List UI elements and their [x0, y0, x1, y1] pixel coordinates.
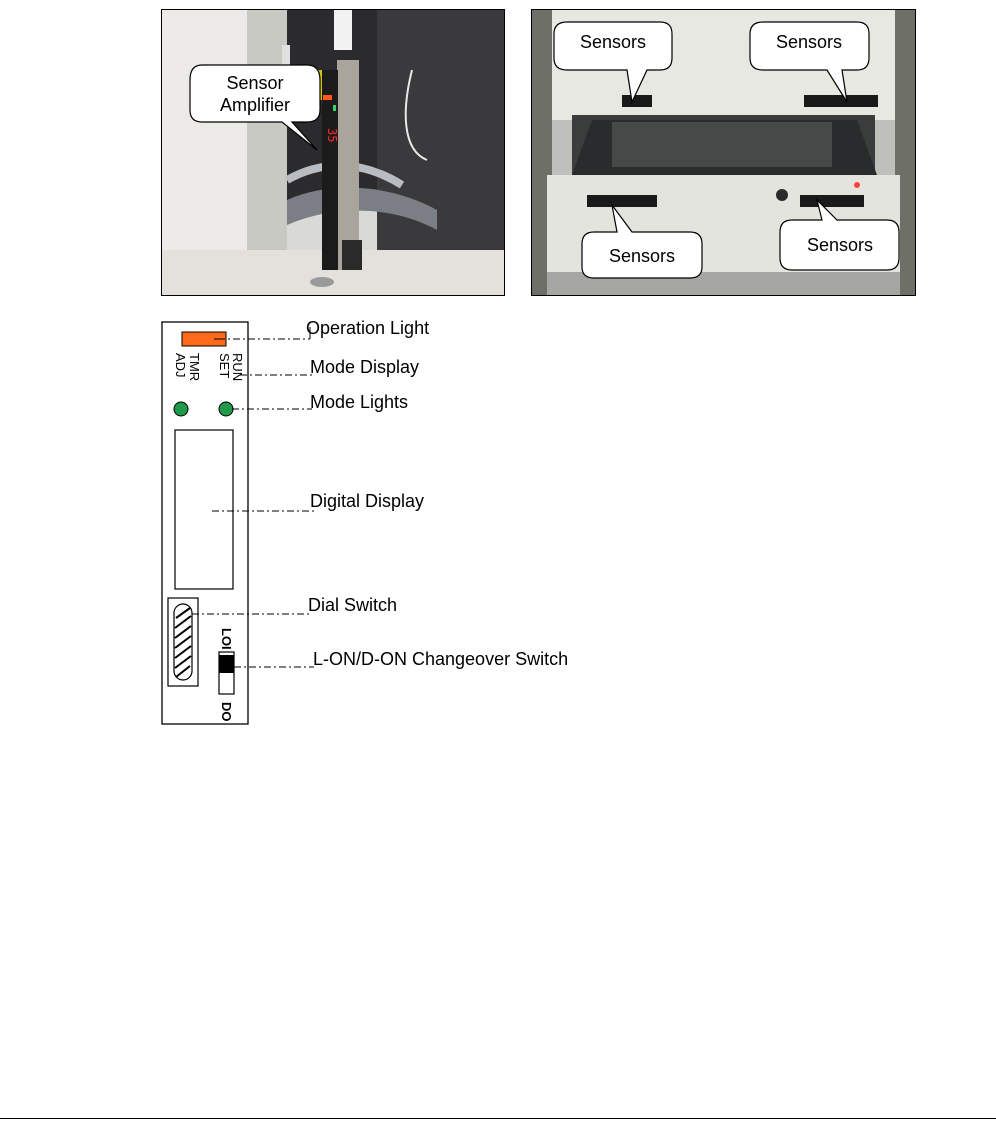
changeover-switch [219, 652, 234, 694]
sensors-photo [531, 9, 916, 296]
dial-switch [168, 598, 198, 686]
mode-text-adj: ADJ [173, 353, 188, 378]
sensors-callout-bottom-left: Sensors [608, 246, 676, 266]
sensor-amplifier-photo [161, 9, 505, 296]
sensors-callout-bottom-right: Sensors [806, 235, 874, 255]
amplifier-panel-diagram [0, 300, 996, 740]
label-dial-switch: Dial Switch [308, 595, 398, 615]
label-mode-lights: Mode Lights [310, 392, 409, 412]
digital-display [175, 430, 233, 589]
mode-light-left [174, 402, 188, 416]
mode-text-run: RUN [230, 353, 245, 382]
mode-text-set: SET [217, 353, 232, 379]
mode-light-right [219, 402, 233, 416]
sensor-amplifier-callout-line1: Sensor [226, 73, 284, 93]
switch-label-bottom: DO [219, 702, 234, 722]
label-digital-display: Digital Display [310, 491, 425, 511]
sensors-callout-top-left: Sensors [579, 32, 647, 52]
page-footer-rule [0, 1118, 996, 1119]
sensors-callout-top-right: Sensors [775, 32, 843, 52]
mode-text-tmr: TMR [187, 353, 202, 382]
amplifier-digits: 35 [325, 128, 339, 143]
switch-label-top: LOI [219, 628, 234, 650]
label-changeover-switch: L-ON/D-ON Changeover Switch [313, 649, 569, 669]
label-mode-display: Mode Display [310, 357, 420, 377]
sensor-amplifier-callout-line2: Amplifier [219, 95, 291, 115]
label-operation-light: Operation Light [306, 318, 430, 338]
